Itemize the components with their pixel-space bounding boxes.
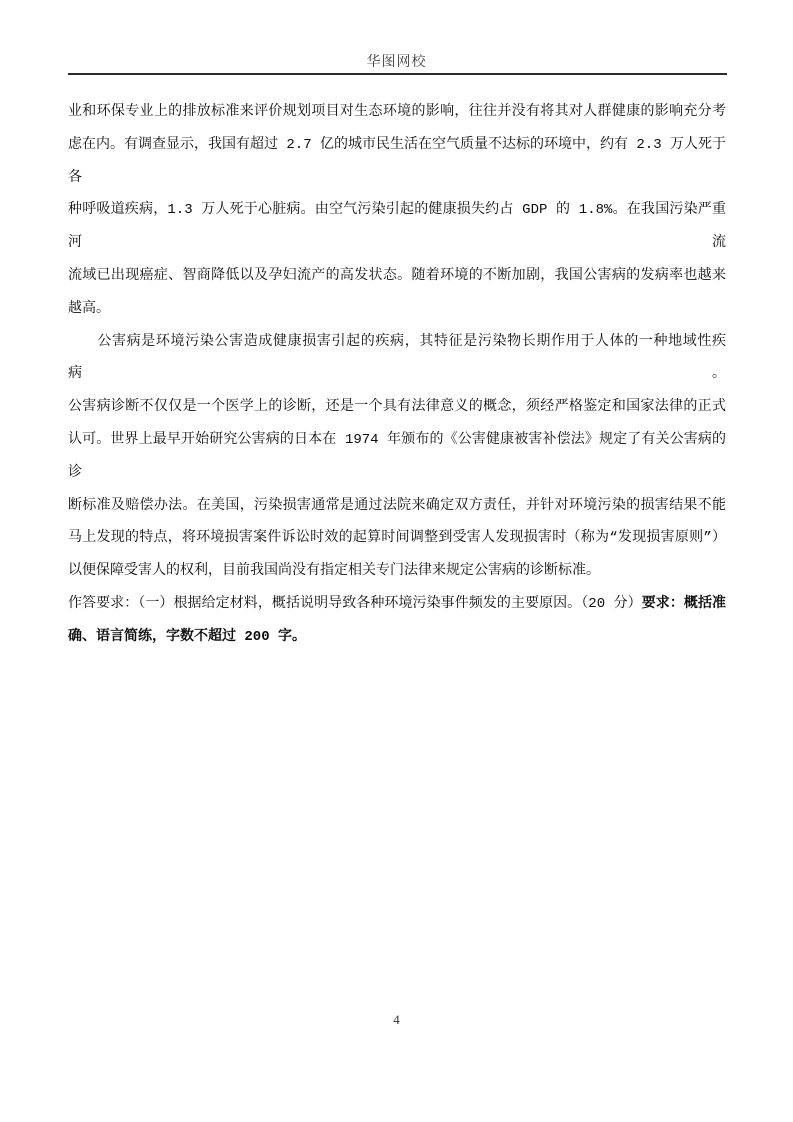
text-line: 马上发现的特点，将环境损害案件诉讼时效的起算时间调整到受害人发现损害时（称为“发现损害原则”）	[68, 530, 726, 547]
text-line: 断标准及赔偿办法。在美国，污染损害通常是通过法院来确定双方责任，并针对环境污染的损害结果不能	[68, 497, 726, 514]
text-line: 以便保障受害人的权利，目前我国尚没有指定相关专门法律来规定公害病的诊断标准。	[68, 563, 600, 580]
text-line: 虑在内。有调查显示，我国有超过 2.7 亿的城市民生活在空气质量不达标的环境中，约有 2.3 万人死于各	[68, 136, 727, 186]
document-body	[68, 96, 726, 654]
text-line: 业和环保专业上的排放标准来评价规划项目对生态环境的影响，往往并没有将其对人群健康的影响充分考	[68, 104, 726, 120]
text-line: 公害病诊断不仅仅是一个医学上的诊断，还是一个具有法律意义的概念，须经严格鉴定和国家法律的正式	[68, 399, 726, 416]
requirement-question-text: 作答要求：（一）根据给定材料，概括说明导致各种环境污染事件频发的主要原因。（20 分）	[68, 595, 642, 612]
text-line: 种呼吸道疾病，1.3 万人死于心脏病。由空气污染引起的健康损失约占 GDP 的 1.8%。在我国污染严重河流	[68, 202, 726, 252]
header-rule	[68, 73, 727, 75]
text-line: 确、语言简练，字数不超过 200 字。	[68, 628, 307, 645]
text-line: 公害病是环境污染公害造成健康损害引起的疾病，其特征是污染物长期作用于人体的一种地域性疾病。	[68, 333, 726, 383]
text-line	[68, 588, 726, 621]
text-line: 流域已出现癌症、智商降低以及孕妇流产的高发状态。随着环境的不断加剧，我国公害病的发病率也越来	[68, 267, 726, 284]
requirement-bold-text: 要求：概括准	[641, 595, 727, 612]
header-title: 华图网校	[366, 55, 427, 70]
text-line: 认可。世界上最早开始研究公害病的日本在 1974 年颁布的《公害健康被害补偿法》规定了有关公害病的诊	[68, 431, 726, 481]
page-number: 4	[393, 1012, 400, 1027]
text-line: 越高。	[68, 300, 110, 317]
